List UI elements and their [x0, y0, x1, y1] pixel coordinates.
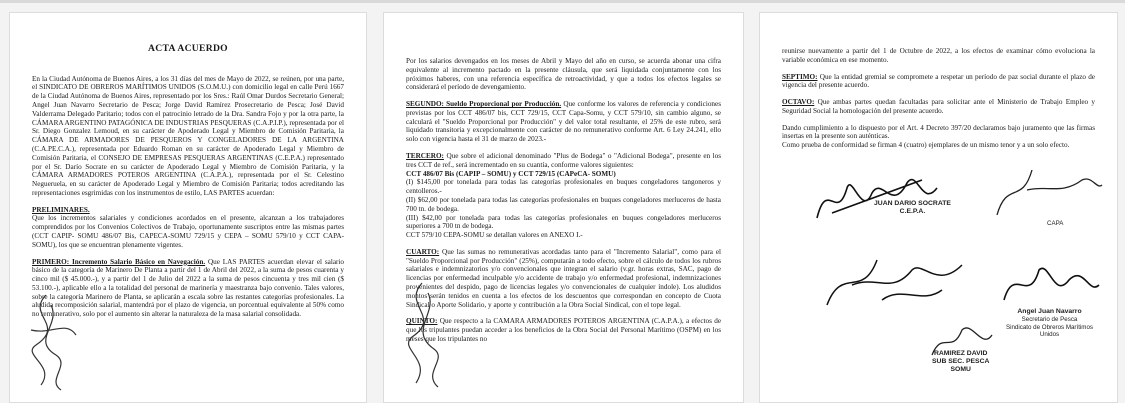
- tercero-cct-579: CCT 579/10 CEPA-SOMU se detallan valores en ANEXO I.-: [406, 231, 583, 240]
- tercero-item-iii: (III) $42,00 por tonelada para todas las categorías profesionales en buques congeladores merluceros superiores a 700 tn de bodega.: [406, 213, 721, 231]
- segundo-heading: SEGUNDO: Sueldo Proporcional por Producción.: [406, 100, 562, 109]
- intro-paragraph: En la Ciudad Autónoma de Buenos Aires, a los 31 días del mes de Mayo de 2022, se reúnen, por una parte, el SINDICATO DE OBREROS MARÍTIMOS UNIDOS (S.O.M.U.) con domicilio legal en calle Perú 1667 de la Ciudad Autónoma de Buenos Aires, representado por los Sres.: Raúl Omar Durdos Secretario General; Angel Juan Navarro Secretario de Pesca; Jorge David Ramírez Prosecretario de Pesca; José David Valderrama Delegado Paritario; todos con el patrocinio letrado de la Dra. Sandra Fojo y por la otra parte, la CÁMARA ARGENTINO PATAGÓNICA DE INDUSTRIAS PESQUERAS (C.A.P.I.P.), representada por el Sr. Diego Gonzalez Lemoud, en su carácter de Apoderado Legal y Miembro de Comisión Paritaria, la CÁMARA DE ARMADORES DE PESQUEROS Y CONGELADORES DE LA ARGENTINA (C.A.PE.C.A.), representada por Eduardo Roman en su carácter de Apoderado Legal y Miembro de Comisión Paritaria, el CONSEJO DE EMPRESAS PESQUERAS ARGENTINAS (C.E.P.A.) representado por el Sr. Darío Socrate en su carácter de Apoderado Legal y Miembro de Comisión Paritaria, y la CÁMARA ARMADORES POTEROS ARGENTINA (C.A.P.A.), representada por el Sr. Celestino Negueruela, en su carácter de Apoderado Legal y Miembro de Comisión Paritaria; todos acreditando las representaciones esgrimidas con los instrumentos de estilo, LAS PARTES acuerdan:: [32, 74, 345, 197]
- quinto-text: Que respecto a la CAMARA ARMADORES POTEROS ARGENTINA (C.A.P.A.), a efectos de que los tripulantes puedan acceder a los beneficios de la Obra Social del Personal Marítimo (OSPM) en los meses que los tripulantes no: [406, 317, 722, 343]
- closing-paragraph: [782, 124, 1095, 150]
- signature-navarro: [994, 260, 1104, 310]
- document-page-1: [9, 12, 367, 403]
- closing-copies: Como prueba de conformidad se firman 4 (cuatro) ejemplares de un mismo tenor y a un solo efecto.: [782, 141, 1070, 150]
- septimo-section: [782, 73, 1095, 91]
- octavo-text: Que ambas partes quedan facultadas para solicitar ante el Ministerio de Trabajo Empleo y Seguridad Social la homologación del presente acuerdo.: [782, 98, 1095, 115]
- segundo-text: Que conforme los valores de referencia y condiciones previstas por los CCT 486/07 bis, CCT 729/15, CCT Capa-Somu, y CCT 579/10, sin cambio alguno, se calculará el "Sueldo Proporcional por Producción" y del valor total resultante, el 25% de este rubro, será liquidado transitoria y excepcionalmente con carácter de no remunerativo conforme Art. 6 Ley 24.241, ello solo con vigencia hasta el 31 de marzo de 2023.-: [406, 100, 722, 144]
- primero-text: Que LAS PARTES acuerdan elevar el salario básico de la categoría de Marinero De Planta a partir del 1 de Abril del 2022, a la suma de pesos cuarenta y cinco mil ($ 45.000.-), y a partir del 1 de Julio del 2022 a la suma de pesos cincuenta y tres mil cien ($ 53.100.-), aplicable ello a la totalidad del personal de marinería y maestranza bajo convenio. Tales valores, sobre la categoría Marinero de Planta, se aplicarán a escala sobre las restantes categorías profesionales. La aludida recomposición salarial, mantendrá por el plazo de vigencia, un porcentual equivalente al 50% como no remunerativo, solo por el aumento sin alterar la naturaleza de la masa salarial consolidada.: [32, 257, 345, 319]
- primero-heading: PRIMERO: Incremento Salario Básico en Navegación.: [32, 257, 206, 266]
- stamp-navarro-name: Angel Juan Navarro: [1017, 308, 1082, 316]
- retroactive-paragraph: Por los salarios devengados en los meses de Abril y Mayo del año en curso, se acuerda abonar una cifra equivalente al incremento pactado en la presente cláusula, que será liquidada conjuntamente con los próximos haberes, con una referencia específica de retroactividad, y que a todos los efectos legales se considerará el período de devengamiento.: [406, 57, 721, 92]
- margin-signature: [16, 285, 86, 398]
- octavo-section: [782, 98, 1095, 116]
- tercero-section: [406, 152, 721, 240]
- document-page-2: [383, 12, 744, 403]
- stamp-capa-org: CAPA: [1047, 220, 1064, 228]
- cuarto-heading: CUARTO:: [406, 247, 440, 256]
- quinto-heading: QUINTO:: [406, 317, 438, 326]
- signature-capa: [987, 160, 1107, 220]
- margin-signature: [394, 275, 454, 398]
- stamp-navarro-role: Secretario de Pesca: [1021, 316, 1078, 324]
- stamp-navarro: [1004, 308, 1095, 338]
- preliminares-section: [32, 206, 344, 250]
- signature-socrate: [812, 168, 942, 228]
- closing-oath: Dando cumplimiento a lo dispuesto por el Art. 4 Decreto 397/20 declaramos bajo juramento que las firmas insertas en la presente son auténticas.: [782, 123, 1095, 141]
- stamp-socrate-name: JUAN DARIO SOCRATE: [874, 200, 951, 208]
- stamp-ramirez-name: RAMIREZ DAVID: [933, 350, 988, 358]
- document-title: ACTA ACUERDO: [148, 43, 228, 54]
- stamp-ramirez-role: SUB SEC. PESCA: [932, 358, 990, 366]
- document-page-3: [759, 12, 1118, 403]
- tercero-item-ii: (II) $62,00 por tonelada para todas las categorías profesionales en buques congeladores merluceros de hasta 700 tn. de bodega.: [406, 195, 721, 213]
- tercero-text: Que sobre el adicional denominado "Plus de Bodega" o "Adicional Bodega", presente en los tres CCT de ref., será incrementado en su cuantía, conforme valores siguientes:: [406, 152, 721, 169]
- stamp-socrate-org: C.E.P.A.: [899, 208, 926, 216]
- signature-area: [782, 150, 1095, 403]
- tercero-cct: CCT 486/07 Bis (CAPIP – SOMU) y CCT 729/15 (CAPeCA- SOMU): [406, 169, 616, 178]
- stamp-ramirez-org: SOMU: [950, 366, 971, 374]
- septimo-heading: SEPTIMO:: [782, 72, 818, 81]
- signature-lower-left: [822, 245, 972, 315]
- cuarto-text: Que las sumas no remunerativas acordadas tanto para el "Incremento Salarial", como para el "Sueldo Proporcional por Producción" (25%), computarán a todo efecto, sobre el cálculo de todos los rubros salariales e indemnizatorios y/o convencionales que integran el salario (v.gr. horas extras, SAC, pago de licencias por enfermedad inculpable y/o accidente de trabajo y/o enfermedad profesional, indemnizaciones provenientes del despido, pago de licencias legales y/o convencionales de cualquier índole). Los aludidos montos serán tenidos en cuenta a los efectos de los descuentos que correspondan en concepto de Cuota Sindical o Aporte Solidario, y aporte y contribución a la Obra Social Sindical, con el tope legal.: [406, 247, 721, 309]
- preliminares-text: Que los incrementos salariales y condiciones acordados en el presente, alcanzan a los trabajadores comprendidos por los Convenios Colectivos de Trabajo, oportunamente suscriptos entre las mismas partes (CCT CAPIP- SOMU 486/07 Bis, CAPECA-SOMU 729/15 y CEPA – SOMU 579/10 y CCT CAPA-SOMU), los que se encuentran plenamente vigentes.: [32, 214, 344, 249]
- stamp-socrate: [874, 200, 951, 216]
- octavo-heading: OCTAVO:: [782, 98, 815, 107]
- top-divider: [0, 0, 1125, 3]
- tercero-item-i: (I) $145,00 por tonelada para todas las categorías profesionales en buques congeladores tangoneros y centolleros.-: [406, 178, 721, 196]
- stamp-capa: [1047, 220, 1063, 227]
- tercero-heading: TERCERO:: [406, 152, 444, 161]
- segundo-section: [406, 100, 721, 144]
- stamp-navarro-org: Sindicato de Obreros Marítimos Unidos: [1005, 323, 1093, 339]
- continuation-paragraph: reunirse nuevamente a partir del 1 de Octubre de 2022, a los efectos de examinar cómo evoluciona la variable económica en ese momento.: [782, 47, 1095, 64]
- stamp-ramirez: [932, 350, 989, 374]
- septimo-text: Que la entidad gremial se compromete a respetar un período de paz social durante el plazo de vigencia del presente acuerdo.: [782, 72, 1096, 90]
- preliminares-heading: PRELIMINARES.: [32, 205, 90, 214]
